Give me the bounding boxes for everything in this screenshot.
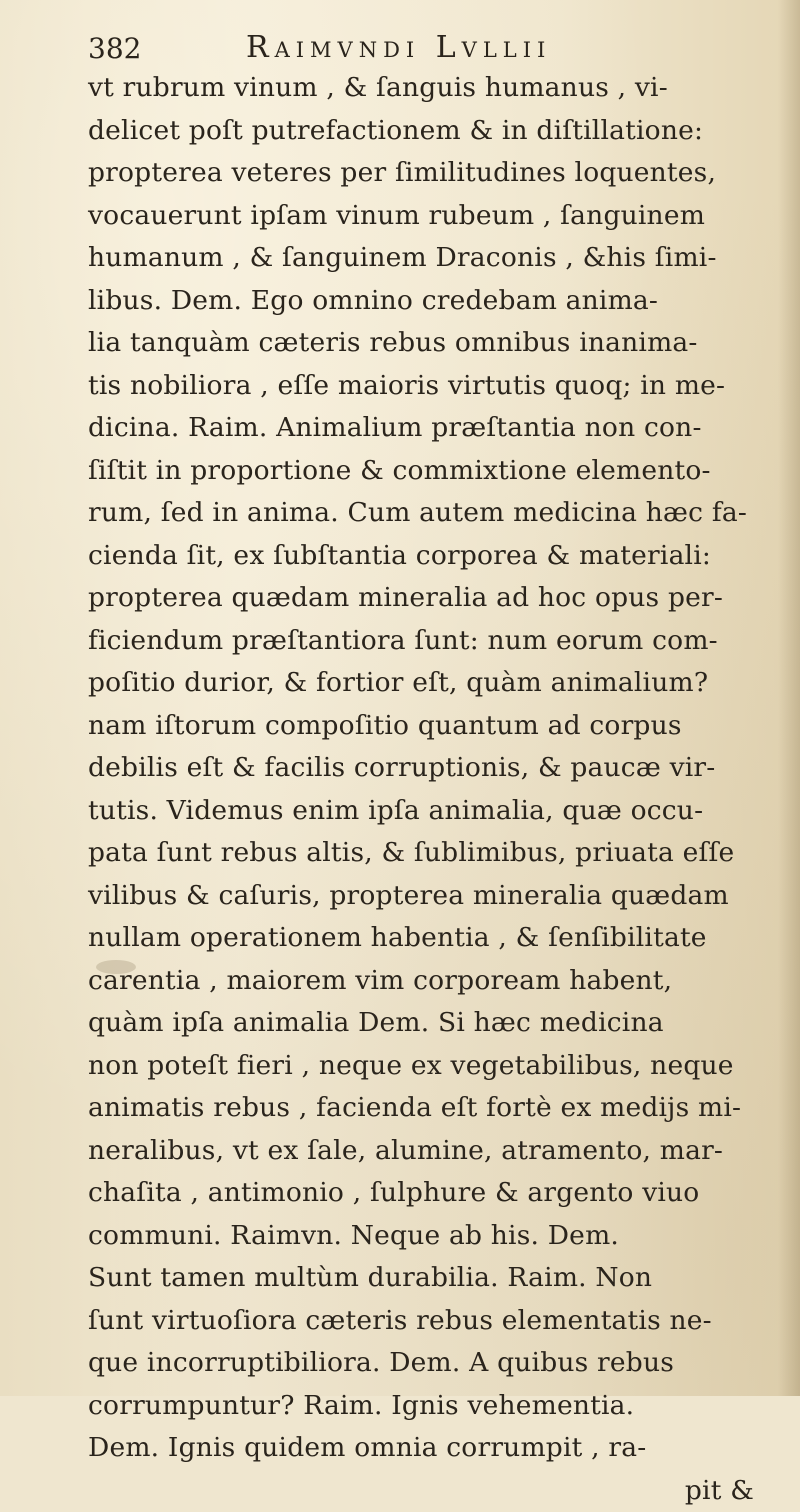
text-line: delicet poſt putrefactionem & in diſtillatione: (88, 110, 768, 153)
text-line: animatis rebus , facienda eſt fortè ex medijs mi- (88, 1087, 768, 1130)
text-line: libus. Dem. Ego omnino credebam anima- (88, 280, 768, 323)
text-line: dicina. Raim. Animalium præſtantia non con- (88, 407, 768, 450)
text-line: vocauerunt ipſam vinum rubeum , ſanguinem (88, 195, 768, 238)
text-line: nam iſtorum compoſitio quantum ad corpus (88, 705, 768, 748)
text-line: propterea quædam mineralia ad hoc opus per- (88, 577, 768, 620)
text-line: quàm ipſa animalia Dem. Si hæc medicina (88, 1002, 768, 1045)
text-line: cienda ſit, ex ſubſtantia corporea & materiali: (88, 535, 768, 578)
text-line: communi. Raimvn. Neque ab his. Dem. (88, 1215, 768, 1258)
text-line: neralibus, vt ex ſale, alumine, atramento, mar- (88, 1130, 768, 1173)
text-line: rum, ſed in anima. Cum autem medicina hæc fa- (88, 492, 768, 535)
page-edge-shadow (778, 0, 800, 1396)
page-number: 382 (88, 32, 141, 65)
text-line: humanum , & ſanguinem Draconis , &his ſimi- (88, 237, 768, 280)
text-line: ficiendum præſtantiora ſunt: num eorum com- (88, 620, 768, 663)
text-line: tis nobiliora , eſſe maioris virtutis quoq; in me- (88, 365, 768, 408)
text-line: pata ſunt rebus altis, & ſublimibus, priuata eſſe (88, 832, 768, 875)
text-line: que incorruptibiliora. Dem. A quibus rebus (88, 1342, 768, 1385)
body-text (88, 67, 768, 1512)
catchword: pit & (88, 1470, 768, 1512)
page-header (88, 30, 728, 70)
text-line: Dem. Ignis quidem omnia corrumpit , ra- (88, 1427, 768, 1470)
text-line: propterea veteres per ſimilitudines loquentes, (88, 152, 768, 195)
text-line: Sunt tamen multùm durabilia. Raim. Non (88, 1257, 768, 1300)
text-line: ſunt virtuoſiora cæteris rebus elementatis ne- (88, 1300, 768, 1343)
text-line: corrumpuntur? Raim. Ignis vehementia. (88, 1385, 768, 1428)
text-line: ſiſtit in proportione & commixtione elemento- (88, 450, 768, 493)
text-line: poſitio durior, & fortior eſt, quàm animalium? (88, 662, 768, 705)
running-title: Raimvndi Lvllii (246, 30, 551, 65)
text-line: tutis. Videmus enim ipſa animalia, quæ occu- (88, 790, 768, 833)
text-line: lia tanquàm cæteris rebus omnibus inanima- (88, 322, 768, 365)
text-line: vilibus & caſuris, propterea mineralia quædam (88, 875, 768, 918)
text-line: chaſita , antimonio , ſulphure & argento viuo (88, 1172, 768, 1215)
text-line: non poteſt fieri , neque ex vegetabilibus, neque (88, 1045, 768, 1088)
text-line: debilis eſt & facilis corruptionis, & paucæ vir- (88, 747, 768, 790)
text-line: carentia , maiorem vim corpoream habent, (88, 960, 768, 1003)
text-line: nullam operationem habentia , & ſenſibilitate (88, 917, 768, 960)
text-line: vt rubrum vinum , & ſanguis humanus , vi- (88, 67, 768, 110)
